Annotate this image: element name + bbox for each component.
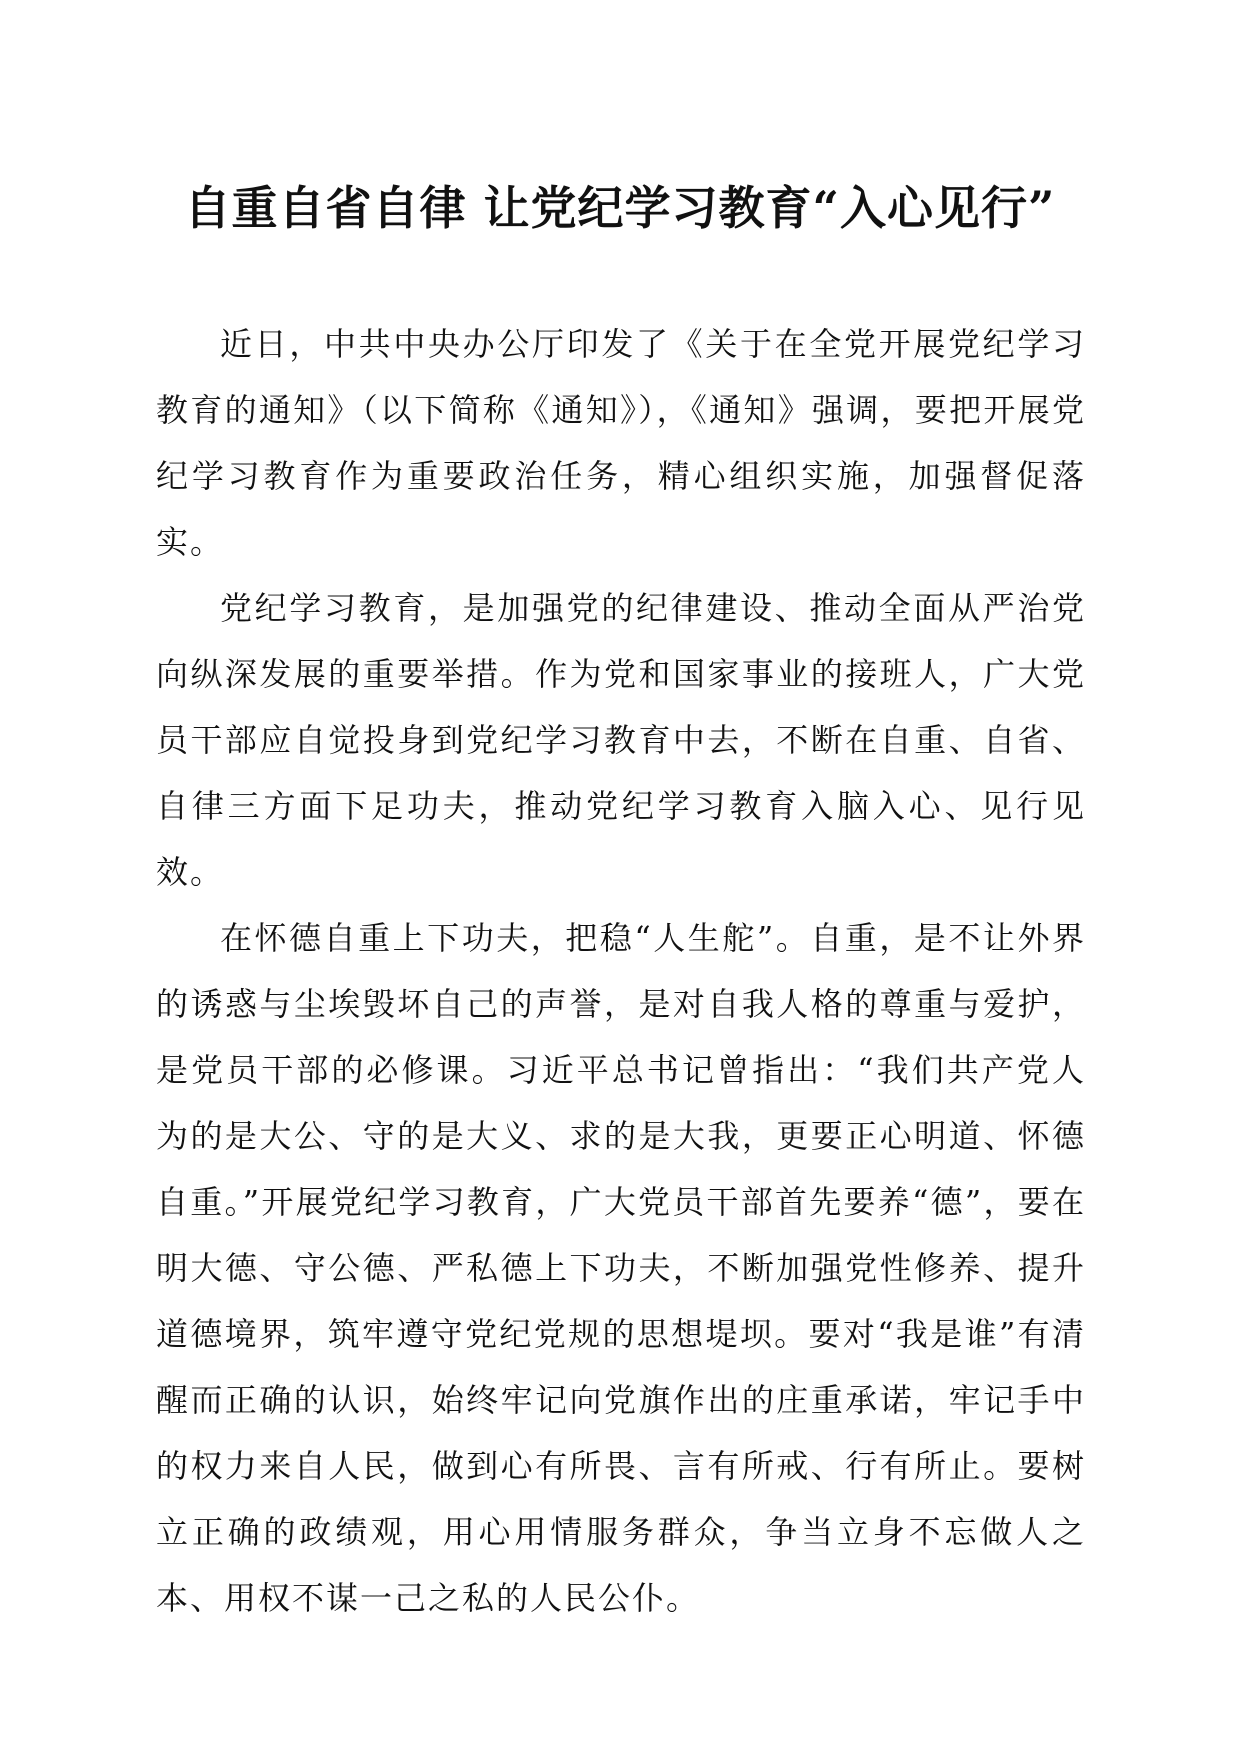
paragraph-2: 党纪学习教育，是加强党的纪律建设、推动全面从严治党向纵深发展的重要举措。作为党和国家事业的接班人，广大党员干部应自觉投身到党纪学习教育中去，不断在自重、自省、自律三方面下足功夫，推动党纪学习教育入脑入心、见行见效。: [156, 589, 1086, 891]
paragraph-1: 近日，中共中央办公厅印发了《关于在全党开展党纪学习教育的通知》（以下简称《通知》），《通知》强调，要把开展党纪学习教育作为重要政治任务，精心组织实施，加强督促落实。: [156, 325, 1086, 561]
paragraph-3: 在怀德自重上下功夫，把稳“人生舵”。自重，是不让外界的诱惑与尘埃毁坏自己的声誉，是对自我人格的尊重与爱护，是党员干部的必修课。习近平总书记曾指出：“我们共产党人为的是大公、守的是大义、求的是大我，更要正心明道、怀德自重。”开展党纪学习教育，广大党员干部首先要养“德”，要在明大德、守公德、严私德上下功夫，不断加强党性修养、提升道德境界，筑牢遵守党纪党规的思想堤坝。要对“我是谁”有清醒而正确的认识，始终牢记向党旗作出的庄重承诺，牢记手中的权力来自人民，做到心有所畏、言有所戒、行有所止。要树立正确的政绩观，用心用情服务群众，争当立身不忘做人之本、用权不谋一己之私的人民公仆。: [156, 919, 1086, 1617]
document-body: [156, 311, 1086, 1631]
document-title: 自重自省自律 让党纪学习教育“入心见行”: [184, 181, 1056, 235]
